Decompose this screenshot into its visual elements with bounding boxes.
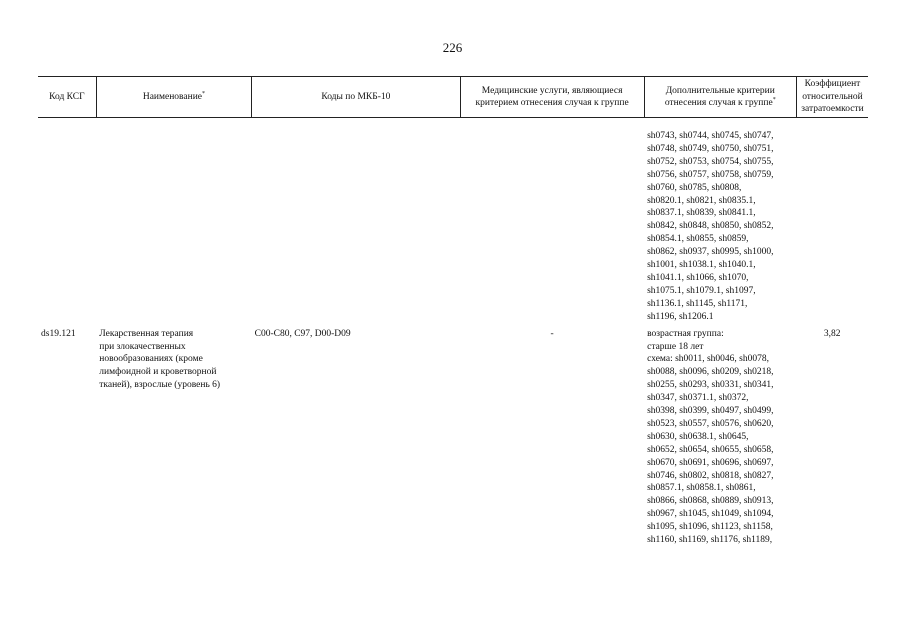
criteria-line: sh1136.1, sh1145, sh1171, [647,298,748,309]
table-header [38,77,868,118]
extra-criteria-cell [644,328,796,547]
criteria-line: sh1160, sh1169, sh1176, sh1189, [647,535,773,546]
ksg-name-cell [96,328,251,547]
name-line: лимфоидной и кроветворной [99,367,217,378]
criteria-line: sh0523, sh0557, sh0576, sh0620, [647,418,774,429]
criteria-line: sh0088, sh0096, sh0209, sh0218, [647,367,774,378]
criteria-line: sh1001, sh1038.1, sh1040.1, [647,260,756,271]
criteria-line: sh1095, sh1096, sh1123, sh1158, [647,522,773,533]
criteria-line: sh0837.1, sh0839, sh0841.1, [647,208,756,219]
page-number: 226 [442,40,463,55]
criteria-line: sh1041.1, sh1066, sh1070, [647,272,749,283]
name-line: новообразованиях (кроме [99,354,203,365]
criteria-line: sh0743, sh0744, sh0745, sh0747, [647,131,774,141]
criteria-line: sh0630, sh0638.1, sh0645, [647,431,749,442]
criteria-line: sh0398, sh0399, sh0497, sh0499, [647,406,774,417]
criteria-line: sh0752, sh0753, sh0754, sh0755, [647,156,774,167]
criteria-line: sh0748, sh0749, sh0750, sh0751, [647,143,774,154]
criteria-line: sh1075.1, sh1079.1, sh1097, [647,285,756,296]
criteria-line: sh0862, sh0937, sh0995, sh1000, [647,247,774,258]
header-coefficient: Коэффициент относительной затратоемкости [796,77,868,118]
mkb-codes-cell: C00-C80, C97, D00-D09 [254,328,351,339]
criteria-line: sh0756, sh0757, sh0758, sh0759, [647,169,774,180]
header-mkb: Коды по МКБ-10 [252,77,461,118]
table-row-continuation [38,130,868,324]
criteria-line: sh0760, sh0785, sh0808, [647,182,742,193]
name-line: тканей), взрослые (уровень 6) [99,380,221,391]
name-line: Лекарственная терапия [99,328,194,339]
med-services-cell: - [550,328,554,339]
criteria-line: sh0347, sh0371.1, sh0372, [647,393,749,404]
criteria-line: схема: sh0011, sh0046, sh0078, [647,354,769,365]
criteria-line: sh0746, sh0802, sh0818, sh0827, [647,470,774,481]
coefficient-cell: 3,82 [823,328,841,339]
criteria-line: sh0820.1, sh0821, sh0835.1, [647,195,756,206]
header-code: Код КСГ [38,77,96,118]
criteria-line: sh0854.1, sh0855, sh0859, [647,234,749,245]
criteria-line: sh0967, sh1045, sh1049, sh1094, [647,509,774,520]
continuation-criteria-cell [644,130,796,324]
criteria-line: sh0670, sh0691, sh0696, sh0697, [647,457,774,468]
header-extra-criteria: Дополнительные критерии отнесения случая к группе* [644,77,796,118]
criteria-line: sh1196, sh1206.1 [647,311,714,322]
criteria-line: sh0652, sh0654, sh0655, sh0658, [647,444,774,455]
name-line: при злокачественных [99,341,186,352]
header-name: Наименование* [96,77,251,118]
ksg-code-cell: ds19.121 [41,328,76,339]
ksg-table [38,76,868,547]
criteria-line: возрастная группа: [647,328,724,339]
header-med-services: Медицинские услуги, являющиеся критерием отнесения случая к группе [460,77,644,118]
criteria-line: sh0842, sh0848, sh0850, sh0852, [647,221,774,232]
criteria-line: старше 18 лет [647,341,704,352]
criteria-line: sh0866, sh0868, sh0889, sh0913, [647,496,774,507]
criteria-line: sh0857.1, sh0858.1, sh0861, [647,483,756,494]
criteria-line: sh0255, sh0293, sh0331, sh0341, [647,380,774,391]
table-row [38,328,868,547]
